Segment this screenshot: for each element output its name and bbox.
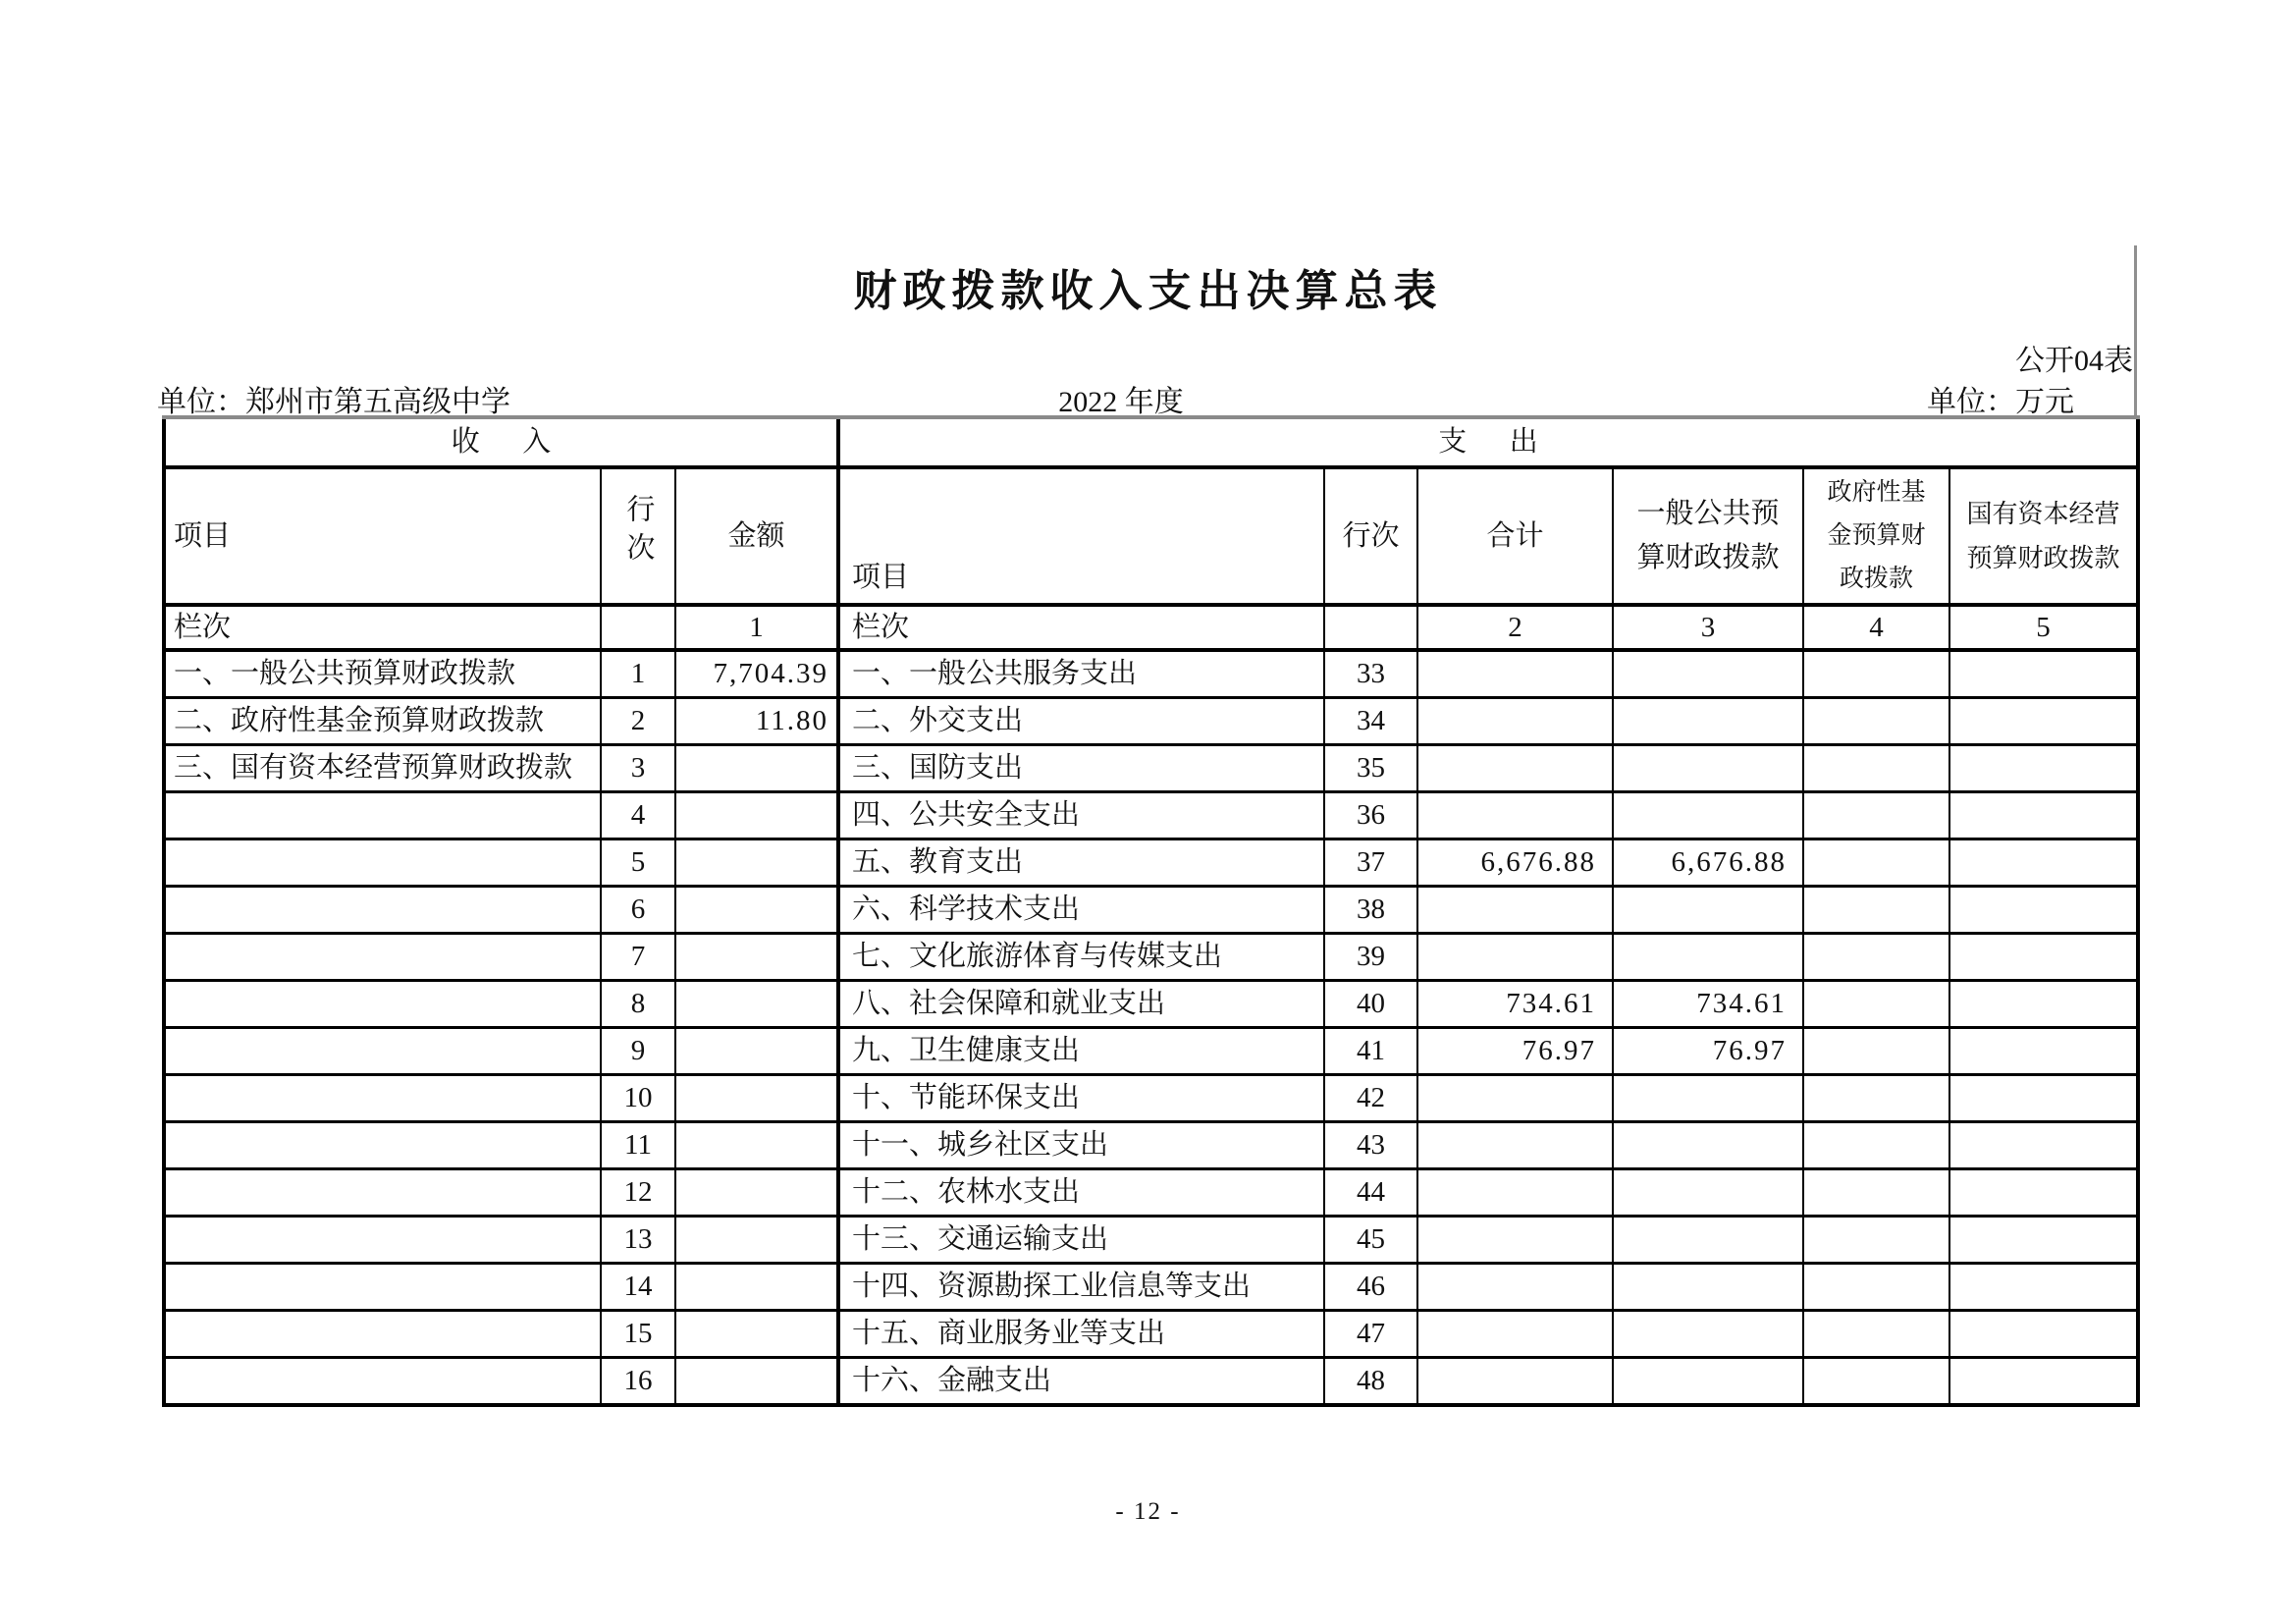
- income-amount-cell: [675, 1169, 838, 1217]
- expense-govfund-cell: [1803, 1169, 1949, 1217]
- expense-govfund-cell: [1803, 1217, 1949, 1264]
- expense-general-cell: [1613, 650, 1803, 698]
- expense-govfund-cell: [1803, 1264, 1949, 1311]
- expense-statecap-cell: [1949, 1264, 2138, 1311]
- income-rowno-cell: 16: [601, 1358, 675, 1406]
- income-item-cell: [164, 1028, 601, 1075]
- expense-rowno-index-cell: [1324, 605, 1417, 650]
- table-row: [164, 1311, 2138, 1358]
- expense-statecap-cell: [1949, 745, 2138, 792]
- income-rowno-cell: 5: [601, 839, 675, 887]
- expense-statecap-cell: [1949, 1217, 2138, 1264]
- expense-govfund-cell: [1803, 792, 1949, 839]
- income-item-cell: [164, 1264, 601, 1311]
- expense-general-cell: [1613, 792, 1803, 839]
- expense-total-cell: 76.97: [1417, 1028, 1613, 1075]
- expense-general-cell: [1613, 745, 1803, 792]
- income-rowno-cell: 15: [601, 1311, 675, 1358]
- table-body: [164, 417, 2138, 1405]
- income-rowno-cell: 9: [601, 1028, 675, 1075]
- expense-general-cell: [1613, 1122, 1803, 1169]
- income-amount-cell: [675, 1028, 838, 1075]
- expense-general-cell: [1613, 1264, 1803, 1311]
- expense-general-cell: [1613, 1358, 1803, 1406]
- expense-general-budget-index: 3: [1613, 605, 1803, 650]
- income-amount-cell: [675, 1358, 838, 1406]
- expense-statecap-cell: [1949, 650, 2138, 698]
- income-rowno-cell: 1: [601, 650, 675, 698]
- expense-item-cell: 十六、金融支出: [838, 1358, 1324, 1406]
- table-row: [164, 1358, 2138, 1406]
- table-row: [164, 698, 2138, 745]
- expense-general-cell: [1613, 1075, 1803, 1122]
- income-amount-cell: [675, 981, 838, 1028]
- expense-rowno-cell: 41: [1324, 1028, 1417, 1075]
- expense-item-cell: 十一、城乡社区支出: [838, 1122, 1324, 1169]
- income-item-cell: [164, 934, 601, 981]
- expense-govfund-cell: [1803, 1075, 1949, 1122]
- expense-statecap-cell: [1949, 1028, 2138, 1075]
- expense-total-cell: 6,676.88: [1417, 839, 1613, 887]
- income-rowno-cell: 14: [601, 1264, 675, 1311]
- expense-general-cell: [1613, 934, 1803, 981]
- expense-item-cell: 四、公共安全支出: [838, 792, 1324, 839]
- income-item-cell: [164, 1311, 601, 1358]
- income-item-cell: [164, 981, 601, 1028]
- expense-general-cell: 76.97: [1613, 1028, 1803, 1075]
- table-row: [164, 1217, 2138, 1264]
- expense-rowno-cell: 34: [1324, 698, 1417, 745]
- expense-statecap-cell: [1949, 1075, 2138, 1122]
- column-index-row: [164, 605, 2138, 650]
- income-amount-cell: [675, 1311, 838, 1358]
- income-rowno-cell: 4: [601, 792, 675, 839]
- expense-rowno-cell: 39: [1324, 934, 1417, 981]
- income-item-header: 项目: [164, 467, 601, 605]
- table-row: [164, 650, 2138, 698]
- table-row: [164, 1028, 2138, 1075]
- expense-item-cell: 八、社会保障和就业支出: [838, 981, 1324, 1028]
- expense-total-cell: [1417, 698, 1613, 745]
- expense-general-cell: [1613, 1311, 1803, 1358]
- income-amount-index: 1: [675, 605, 838, 650]
- fiscal-year-label: 2022 年度: [1058, 386, 1184, 418]
- income-rowno-header: 行次: [601, 467, 675, 605]
- column-header-row: [164, 467, 2138, 605]
- table-row: [164, 1264, 2138, 1311]
- expense-total-cell: [1417, 1122, 1613, 1169]
- expense-item-cell: 二、外交支出: [838, 698, 1324, 745]
- expense-statecap-cell: [1949, 792, 2138, 839]
- income-amount-cell: [675, 745, 838, 792]
- table-row: [164, 1169, 2138, 1217]
- income-index-label: 栏次: [164, 605, 601, 650]
- expense-govfund-cell: [1803, 698, 1949, 745]
- expense-rowno-cell: 33: [1324, 650, 1417, 698]
- expense-total-cell: [1417, 650, 1613, 698]
- expense-total-cell: [1417, 745, 1613, 792]
- form-code-label: 公开04表: [2015, 345, 2133, 377]
- income-rowno-cell: 3: [601, 745, 675, 792]
- expense-state-capital-index: 5: [1949, 605, 2138, 650]
- expense-total-cell: [1417, 1217, 1613, 1264]
- expense-total-index: 2: [1417, 605, 1613, 650]
- expense-rowno-cell: 46: [1324, 1264, 1417, 1311]
- expense-rowno-cell: 38: [1324, 887, 1417, 934]
- expense-rowno-cell: 45: [1324, 1217, 1417, 1264]
- expense-govfund-cell: [1803, 650, 1949, 698]
- income-item-cell: [164, 1122, 601, 1169]
- income-rowno-index-cell: [601, 605, 675, 650]
- table-row: [164, 792, 2138, 839]
- expense-item-cell: 九、卫生健康支出: [838, 1028, 1324, 1075]
- expense-statecap-cell: [1949, 698, 2138, 745]
- expense-rowno-cell: 43: [1324, 1122, 1417, 1169]
- income-amount-cell: [675, 1075, 838, 1122]
- expense-item-cell: 七、文化旅游体育与传媒支出: [838, 934, 1324, 981]
- income-rowno-cell: 13: [601, 1217, 675, 1264]
- expense-rowno-cell: 42: [1324, 1075, 1417, 1122]
- expense-index-label: 栏次: [838, 605, 1324, 650]
- income-amount-header: 金额: [675, 467, 838, 605]
- income-amount-cell: [675, 887, 838, 934]
- income-amount-cell: [675, 1264, 838, 1311]
- expense-rowno-cell: 35: [1324, 745, 1417, 792]
- expense-general-cell: 734.61: [1613, 981, 1803, 1028]
- expense-govfund-cell: [1803, 981, 1949, 1028]
- expense-govfund-cell: [1803, 887, 1949, 934]
- income-amount-cell: [675, 792, 838, 839]
- expense-general-cell: [1613, 1169, 1803, 1217]
- expense-item-cell: 一、一般公共服务支出: [838, 650, 1324, 698]
- table-row: [164, 934, 2138, 981]
- expense-general-cell: [1613, 698, 1803, 745]
- table-edge-guide-line: [2134, 245, 2137, 415]
- income-item-cell: [164, 887, 601, 934]
- income-amount-cell: [675, 1122, 838, 1169]
- income-item-cell: 三、国有资本经营预算财政拨款: [164, 745, 601, 792]
- expense-rowno-cell: 48: [1324, 1358, 1417, 1406]
- expense-rowno-cell: 44: [1324, 1169, 1417, 1217]
- income-item-cell: [164, 839, 601, 887]
- income-item-cell: [164, 1217, 601, 1264]
- income-amount-cell: [675, 839, 838, 887]
- expense-total-cell: [1417, 1075, 1613, 1122]
- income-rowno-cell: 10: [601, 1075, 675, 1122]
- expense-item-cell: 六、科学技术支出: [838, 887, 1324, 934]
- expense-statecap-cell: [1949, 981, 2138, 1028]
- expense-item-cell: 三、国防支出: [838, 745, 1324, 792]
- expense-general-cell: [1613, 887, 1803, 934]
- expense-gov-fund-index: 4: [1803, 605, 1949, 650]
- table-row: [164, 1122, 2138, 1169]
- income-rowno-cell: 12: [601, 1169, 675, 1217]
- expense-item-cell: 十四、资源勘探工业信息等支出: [838, 1264, 1324, 1311]
- income-item-cell: [164, 1358, 601, 1406]
- expense-statecap-cell: [1949, 934, 2138, 981]
- org-unit-label: 单位：郑州市第五高级中学: [157, 386, 510, 418]
- expense-rowno-cell: 47: [1324, 1311, 1417, 1358]
- expense-total-cell: [1417, 1169, 1613, 1217]
- income-amount-cell: 7,704.39: [675, 650, 838, 698]
- expense-total-cell: [1417, 1264, 1613, 1311]
- expense-section-header: 支出: [838, 417, 2138, 467]
- table-row: [164, 1075, 2138, 1122]
- expense-rowno-cell: 37: [1324, 839, 1417, 887]
- expense-govfund-cell: [1803, 1358, 1949, 1406]
- expense-statecap-cell: [1949, 839, 2138, 887]
- expense-state-capital-header: 国有资本经营预算财政拨款: [1949, 467, 2138, 605]
- fiscal-appropriation-table: [162, 415, 2140, 1407]
- expense-item-cell: 十三、交通运输支出: [838, 1217, 1324, 1264]
- currency-unit-label: 单位：万元: [1927, 386, 2074, 418]
- table-row: [164, 887, 2138, 934]
- expense-general-cell: [1613, 1217, 1803, 1264]
- income-item-cell: 一、一般公共预算财政拨款: [164, 650, 601, 698]
- section-header-row: [164, 417, 2138, 467]
- expense-item-header: 项目: [838, 467, 1324, 605]
- expense-govfund-cell: [1803, 934, 1949, 981]
- expense-govfund-cell: [1803, 839, 1949, 887]
- expense-govfund-cell: [1803, 1028, 1949, 1075]
- table-row: [164, 745, 2138, 792]
- income-rowno-cell: 6: [601, 887, 675, 934]
- expense-general-cell: 6,676.88: [1613, 839, 1803, 887]
- expense-item-cell: 十、节能环保支出: [838, 1075, 1324, 1122]
- expense-rowno-cell: 36: [1324, 792, 1417, 839]
- income-item-cell: [164, 792, 601, 839]
- income-item-cell: [164, 1075, 601, 1122]
- expense-total-cell: [1417, 1358, 1613, 1406]
- expense-general-budget-header: 一般公共预算财政拨款: [1613, 467, 1803, 605]
- expense-govfund-cell: [1803, 1122, 1949, 1169]
- page-title: 财政拨款收入支出决算总表: [853, 266, 1443, 316]
- expense-statecap-cell: [1949, 1311, 2138, 1358]
- expense-gov-fund-header: 政府性基金预算财政拨款: [1803, 467, 1949, 605]
- expense-item-cell: 十二、农林水支出: [838, 1169, 1324, 1217]
- expense-statecap-cell: [1949, 1122, 2138, 1169]
- expense-total-cell: [1417, 1311, 1613, 1358]
- expense-rowno-cell: 40: [1324, 981, 1417, 1028]
- table-row: [164, 981, 2138, 1028]
- income-amount-cell: [675, 934, 838, 981]
- expense-total-cell: [1417, 887, 1613, 934]
- expense-govfund-cell: [1803, 1311, 1949, 1358]
- expense-total-header: 合计: [1417, 467, 1613, 605]
- expense-item-cell: 十五、商业服务业等支出: [838, 1311, 1324, 1358]
- expense-total-cell: [1417, 934, 1613, 981]
- page-number: - 12 -: [1115, 1498, 1181, 1525]
- income-item-cell: 二、政府性基金预算财政拨款: [164, 698, 601, 745]
- expense-statecap-cell: [1949, 1169, 2138, 1217]
- table-row: [164, 839, 2138, 887]
- income-rowno-cell: 11: [601, 1122, 675, 1169]
- expense-total-cell: 734.61: [1417, 981, 1613, 1028]
- income-rowno-cell: 7: [601, 934, 675, 981]
- income-item-cell: [164, 1169, 601, 1217]
- income-rowno-cell: 8: [601, 981, 675, 1028]
- income-section-header: 收入: [164, 417, 838, 467]
- income-rowno-cell: 2: [601, 698, 675, 745]
- expense-statecap-cell: [1949, 887, 2138, 934]
- expense-total-cell: [1417, 792, 1613, 839]
- meta-row: [0, 377, 2296, 416]
- income-amount-cell: [675, 1217, 838, 1264]
- expense-statecap-cell: [1949, 1358, 2138, 1406]
- expense-item-cell: 五、教育支出: [838, 839, 1324, 887]
- expense-rowno-header: 行次: [1324, 467, 1417, 605]
- expense-govfund-cell: [1803, 745, 1949, 792]
- income-amount-cell: 11.80: [675, 698, 838, 745]
